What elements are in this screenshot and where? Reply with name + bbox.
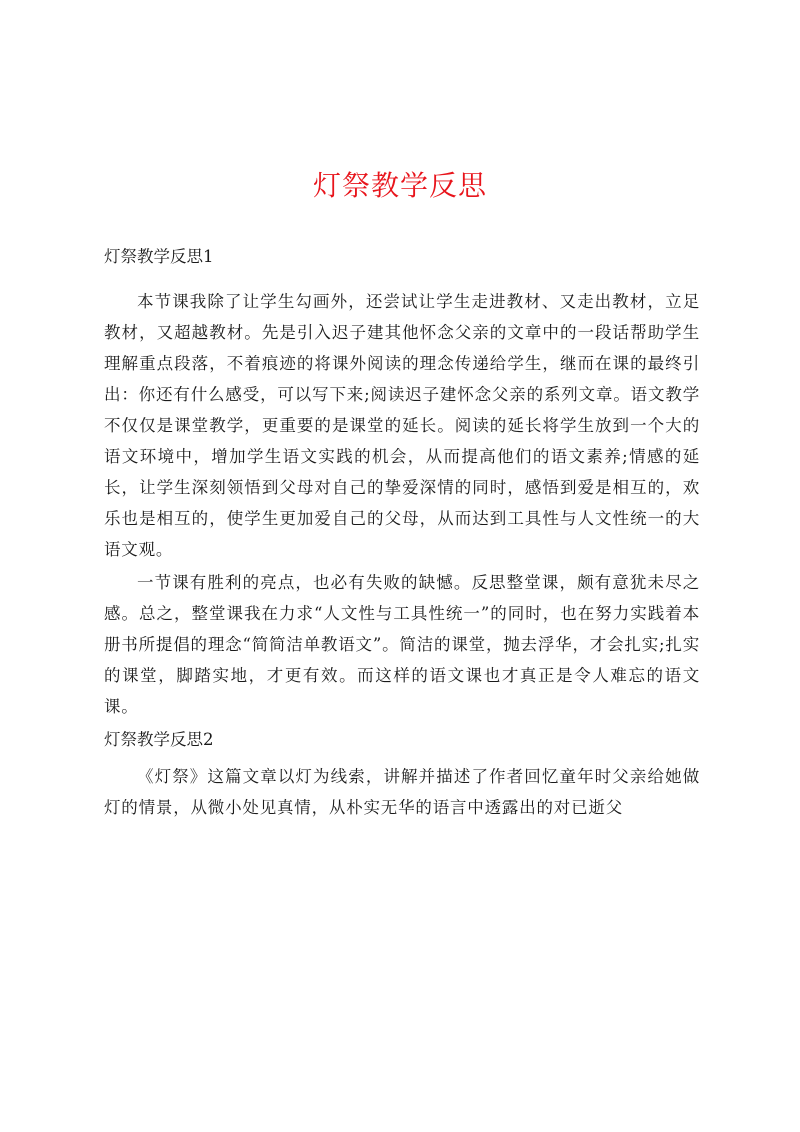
document-title: 灯祭教学反思 bbox=[312, 169, 487, 202]
section-heading-1: 灯祭教学反思1 bbox=[104, 247, 214, 266]
section-heading-2: 灯祭教学反思2 bbox=[104, 730, 214, 749]
section-1-paragraph-2: 一节课有胜利的亮点，也必有失败的缺憾。反思整堂课，颇有意犹未尽之感。总之，整堂课我在力求“人文性与工具性统一”的同时，也在努力实践着本册书所提倡的理念“简简洁单教语文”。简洁的课堂，抛去浮华，才会扎实;扎实的课堂，脚踏实地，才更有效。而这样的语文课也才真正是令人难忘的语文课。 bbox=[104, 573, 700, 716]
section-2-paragraph-1: 《灯祭》这篇文章以灯为线索，讲解并描述了作者回忆童年时父亲给她做灯的情景，从微小处见真情，从朴实无华的语言中透露出的对已逝父 bbox=[104, 767, 700, 817]
section-1-paragraph-1: 本节课我除了让学生勾画外，还尝试让学生走进教材、又走出教材，立足教材，又超越教材。先是引入迟子建其他怀念父亲的文章中的一段话帮助学生理解重点段落，不着痕迹的将课外阅读的理念传递给学生，继而在课的最终引出：你还有什么感受，可以写下来;阅读迟子建怀念父亲的系列文章。语文教学不仅仅是课堂教学，更重要的是课堂的延长。阅读的延长将学生放到一个大的语文环境中，增加学生语文实践的机会，从而提高他们的语文素养;情感的延长，让学生深刻领悟到父母对自己的挚爱深情的同时，感悟到爱是相互的，欢乐也是相互的，使学生更加爱自己的父母，从而达到工具性与人文性统一的大语文观。 bbox=[104, 292, 700, 559]
document-body bbox=[104, 241, 700, 823]
